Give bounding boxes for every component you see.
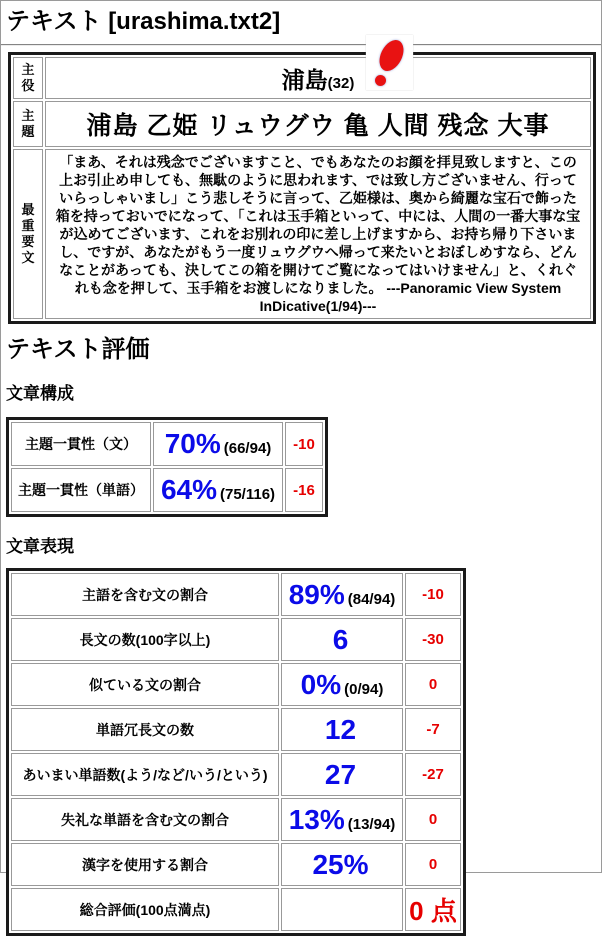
metric-value: 12: [324, 713, 357, 745]
table-row: [11, 468, 323, 512]
metric-label: 単語冗長文の数: [11, 708, 279, 751]
metric-value: 25%: [312, 848, 369, 880]
total-score: 0 点: [405, 888, 461, 931]
metric-label: 漢字を使用する割合: [11, 843, 279, 886]
table-row: [11, 798, 461, 841]
table-row: [11, 663, 461, 706]
metric-value-cell: [281, 708, 403, 751]
table-row: [11, 843, 461, 886]
metric-score: -30: [405, 618, 461, 661]
composition-table: [6, 417, 328, 517]
metric-fraction: (13/94): [347, 815, 396, 833]
metric-score: 0: [405, 798, 461, 841]
metric-value: 89%: [288, 578, 345, 610]
exclamation-dot-shape: [375, 75, 386, 86]
expression-table: [6, 568, 466, 936]
key-sentence-text: 「まあ、それは残念でございますこと、でもあなたのお顔を拝見致しますと、この上お引止め申しても、無駄のように思われます、では致し方ございません、行っていらっしゃいまし」こう悲しそうに言って、乙姫様は、奥から綺麗な宝石で飾った箱を持っておいでになって、「これは玉手箱といって、中には、人間の一番大事な宝が込めてございます、これをお別れの印に差し上げますから、お持ち帰り下さいまし、ですが、あなたがもう一度リュウグウへ帰って来たいとおぼしめすなら、どんなことがあっても、決してこの箱を開けてご覧になってはいけません」と、くれぐれも念を押して、玉手箱をお渡しになりました。 ---Panoramic View System InDicative(1/94)---: [55, 154, 581, 314]
text-summary-table: [8, 52, 596, 324]
metric-value: 70%: [164, 428, 221, 459]
key-sentence-cell: [45, 149, 591, 319]
metric-label: 長文の数(100字以上): [11, 618, 279, 661]
composition-heading: 文章構成: [6, 384, 74, 403]
page-title: テキスト [urashima.txt2]: [6, 8, 281, 35]
metric-value-cell: [281, 573, 403, 616]
exclamation-body-shape: [375, 36, 409, 75]
metric-score: 0: [405, 843, 461, 886]
evaluation-heading: テキスト評価: [6, 336, 150, 363]
metric-value-cell: [281, 753, 403, 796]
metric-score: -7: [405, 708, 461, 751]
metric-label: あいまい単語数(よう/など/いう/という): [11, 753, 279, 796]
table-row-total: [11, 888, 461, 931]
metric-score: 0: [405, 663, 461, 706]
metric-fraction: (75/116): [220, 486, 276, 503]
table-row: [11, 422, 323, 466]
row-label-hero: 主役: [13, 57, 43, 99]
hero-name: 浦島: [281, 66, 328, 93]
theme-words: 浦島 乙姫 リュウグウ 亀 人間 残念 大事: [86, 112, 550, 140]
metric-value-cell: [281, 618, 403, 661]
metric-value-cell: [281, 843, 403, 886]
metric-label: 主題一貫性（単語）: [11, 468, 151, 512]
row-label-key-sentence: 最重要文: [13, 149, 43, 319]
table-row: [11, 708, 461, 751]
metric-value: 6: [332, 623, 349, 655]
theme-cell: [45, 101, 591, 147]
metric-value: 0%: [300, 668, 342, 700]
metric-value-cell: [153, 468, 283, 512]
metric-fraction: (66/94): [223, 440, 272, 457]
title-divider: [1, 44, 601, 46]
table-row-theme: [13, 101, 591, 147]
metric-fraction: (84/94): [347, 590, 396, 608]
metric-label: 主語を含む文の割合: [11, 573, 279, 616]
metric-label: 総合評価(100点満点): [11, 888, 279, 931]
expression-heading: 文章表現: [6, 537, 74, 556]
table-row: [11, 753, 461, 796]
metric-value-cell: [153, 422, 283, 466]
table-row-key-sentence: [13, 149, 591, 319]
metric-value-cell: [281, 888, 403, 931]
metric-score: -10: [285, 422, 323, 466]
metric-score: -27: [405, 753, 461, 796]
table-row: [11, 618, 461, 661]
table-row-hero: [13, 57, 591, 99]
hero-cell: [45, 57, 591, 99]
metric-label: 主題一貫性（文）: [11, 422, 151, 466]
metric-fraction: (0/94): [344, 680, 384, 698]
hero-count: (32): [327, 74, 355, 92]
metric-value: 13%: [288, 803, 345, 835]
table-row: [11, 573, 461, 616]
metric-value-cell: [281, 663, 403, 706]
red-exclamation-icon: [366, 35, 413, 90]
metric-value: 27: [324, 758, 357, 790]
metric-label: 失礼な単語を含む文の割合: [11, 798, 279, 841]
row-label-theme: 主題: [13, 101, 43, 147]
metric-label: 似ている文の割合: [11, 663, 279, 706]
metric-score: -16: [285, 468, 323, 512]
metric-score: -10: [405, 573, 461, 616]
metric-value-cell: [281, 798, 403, 841]
metric-value: 64%: [160, 474, 217, 505]
